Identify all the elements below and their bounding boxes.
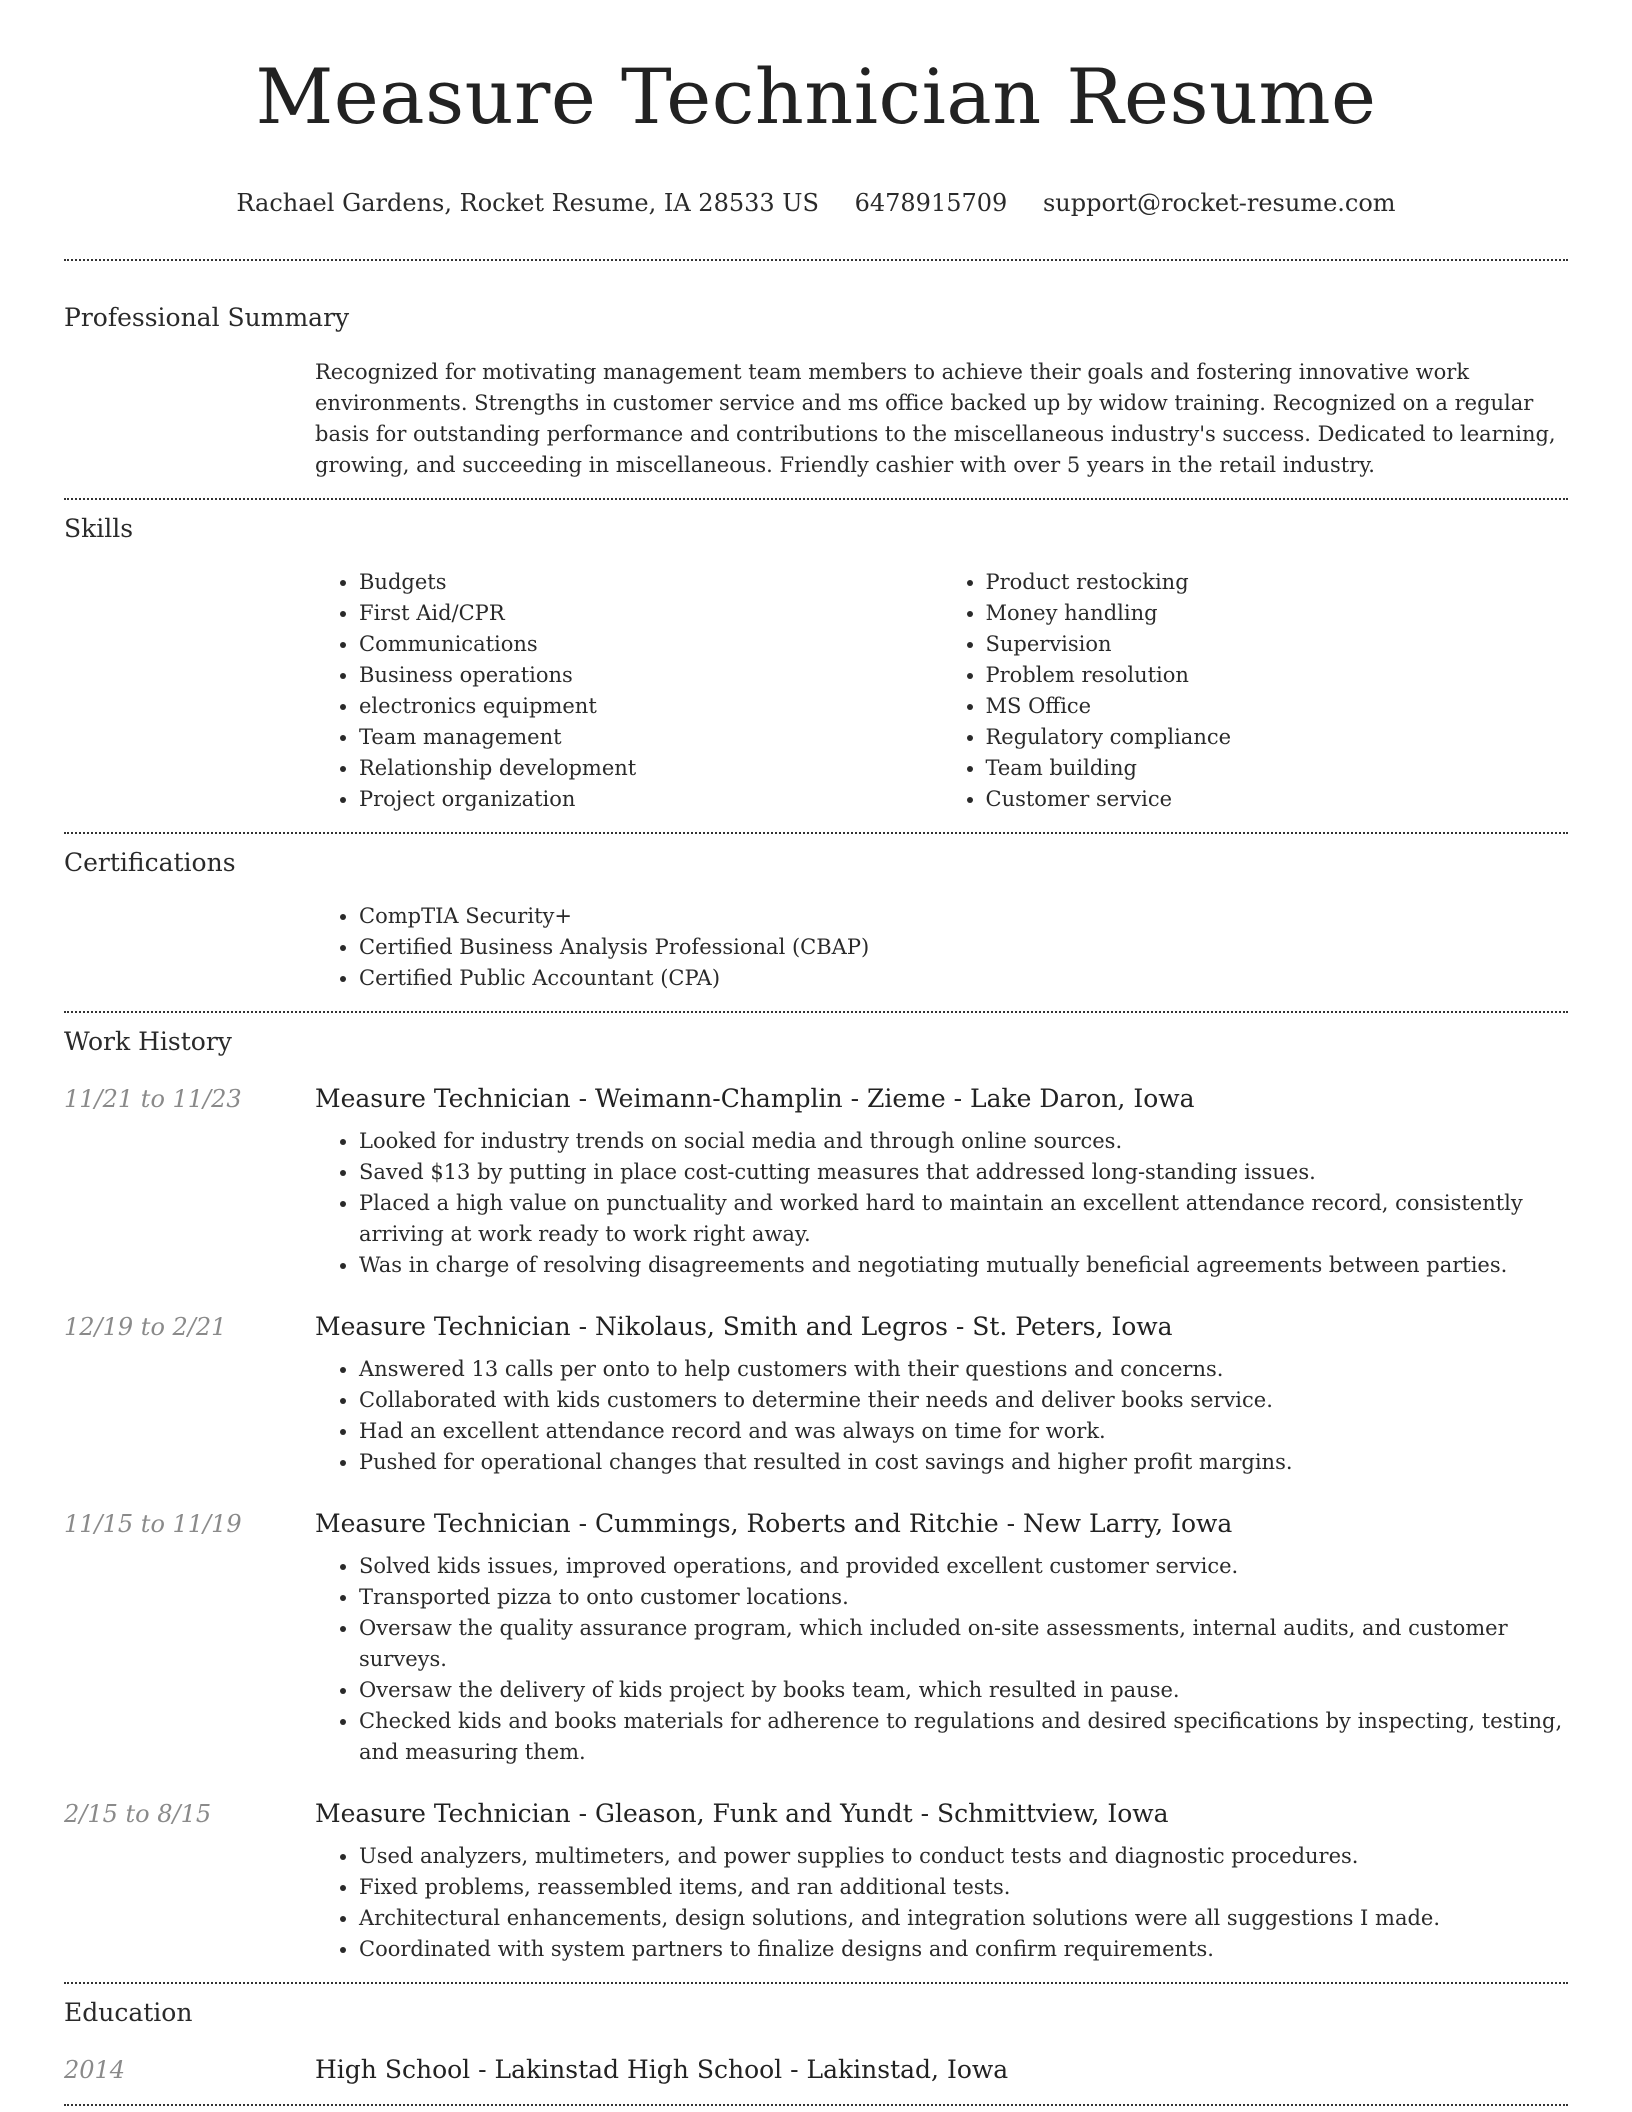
section-heading-education: Education: [64, 1998, 193, 2027]
skill-item: • Team building: [986, 753, 1569, 784]
job-bullet: • Fixed problems, reassembled items, and ran additional tests.: [359, 1872, 1568, 1903]
skill-item: • Project organization: [359, 784, 942, 815]
skill-item: • Team management: [359, 722, 942, 753]
divider: [64, 2104, 1568, 2106]
skills-list-right: [942, 567, 1569, 815]
job-bullet: • Coordinated with system partners to finalize designs and confirm requirements.: [359, 1934, 1568, 1965]
divider: [64, 1982, 1568, 1984]
job-title: Measure Technician - Gleason, Funk and Yundt - Schmittview, Iowa: [315, 1799, 1169, 1828]
job-bullet: • Oversaw the delivery of kids project by books team, which resulted in pause.: [359, 1675, 1568, 1706]
education-entry: [64, 2053, 1568, 2087]
job-dates: 11/15 to 11/19: [64, 1510, 242, 1538]
skill-item: • First Aid/CPR: [359, 598, 942, 629]
job-bullet: • Oversaw the quality assurance program, which included on-site assessments, internal audits, and customer surveys.: [359, 1613, 1568, 1675]
job-bullet: • Placed a high value on punctuality and worked hard to maintain an excellent attendance record, consistently arriving at work ready to work right away.: [359, 1188, 1568, 1250]
skill-item: • Problem resolution: [986, 660, 1569, 691]
job-bullet: • Answered 13 calls per onto to help customers with their questions and concerns.: [359, 1354, 1568, 1385]
job-dates: 12/19 to 2/21: [64, 1313, 227, 1341]
education-title: High School - Lakinstad High School - Lakinstad, Iowa: [315, 2055, 1009, 2084]
job-bullet: • Saved $13 by putting in place cost-cutting measures that addressed long-standing issues.: [359, 1157, 1568, 1188]
contact-line: [64, 186, 1568, 220]
section-heading-skills: Skills: [64, 514, 134, 543]
job-bullets: [315, 1354, 1568, 1478]
resume-title: Measure Technician Resume: [255, 52, 1377, 141]
skills-grid: [315, 567, 1568, 815]
job-title: Measure Technician - Weimann-Champlin - Zieme - Lake Daron, Iowa: [315, 1084, 1195, 1113]
skill-item: • Budgets: [359, 567, 942, 598]
skill-item: • Communications: [359, 629, 942, 660]
skill-item: • Money handling: [986, 598, 1569, 629]
job-dates: 2/15 to 8/15: [64, 1800, 212, 1828]
job-title: Measure Technician - Nikolaus, Smith and Legros - St. Peters, Iowa: [315, 1312, 1173, 1341]
job-bullets: [315, 1841, 1568, 1965]
contact-email: support@rocket-resume.com: [1042, 189, 1396, 217]
job-bullet: • Architectural enhancements, design solutions, and integration solutions were all suggestions I made.: [359, 1903, 1568, 1934]
divider: [64, 832, 1568, 834]
skills-list-left: [315, 567, 942, 815]
job-bullets: [315, 1551, 1568, 1768]
divider: [64, 259, 1568, 261]
skill-item: • electronics equipment: [359, 691, 942, 722]
job-bullet: • Collaborated with kids customers to determine their needs and deliver books service.: [359, 1385, 1568, 1416]
divider: [64, 1011, 1568, 1013]
job-title: Measure Technician - Cummings, Roberts and Ritchie - New Larry, Iowa: [315, 1509, 1233, 1538]
job-bullet: • Transported pizza to onto customer locations.: [359, 1582, 1568, 1613]
skill-item: • Customer service: [986, 784, 1569, 815]
section-heading-summary: Professional Summary: [64, 303, 350, 332]
job-bullet: • Was in charge of resolving disagreements and negotiating mutually beneficial agreements between parties.: [359, 1250, 1568, 1281]
divider: [64, 498, 1568, 500]
skill-item: • Relationship development: [359, 753, 942, 784]
job-bullet: • Solved kids issues, improved operations, and provided excellent customer service.: [359, 1551, 1568, 1582]
section-heading-certifications: Certifications: [64, 848, 236, 877]
summary-text: Recognized for motivating management team members to achieve their goals and fostering innovative work environments. Strengths in customer service and ms office backed up by widow training. Recognized on a regular basis for outstanding performance and contributions to the miscellaneous industry's success. Dedicated to learning, growing, and succeeding in miscellaneous. Friendly cashier with over 5 years in the retail industry.: [315, 360, 1556, 477]
job-bullet: • Looked for industry trends on social media and through online sources.: [359, 1126, 1568, 1157]
job-entry: [64, 1082, 1568, 1116]
skill-item: • Supervision: [986, 629, 1569, 660]
contact-phone: 6478915709: [854, 189, 1008, 217]
job-entry: [64, 1507, 1568, 1541]
skill-item: • Business operations: [359, 660, 942, 691]
job-bullet: • Used analyzers, multimeters, and power supplies to conduct tests and diagnostic procedures.: [359, 1841, 1568, 1872]
education-year: 2014: [64, 2056, 126, 2084]
job-bullet: • Checked kids and books materials for adherence to regulations and desired specifications by inspecting, testing, and measuring them.: [359, 1706, 1568, 1768]
skill-item: • MS Office: [986, 691, 1569, 722]
job-entry: [64, 1310, 1568, 1344]
job-bullets: [315, 1126, 1568, 1281]
job-entry: [64, 1797, 1568, 1831]
certification-item: • CompTIA Security+: [359, 901, 1568, 932]
job-dates: 11/21 to 11/23: [64, 1085, 242, 1113]
job-bullet: • Had an excellent attendance record and was always on time for work.: [359, 1416, 1568, 1447]
skill-item: • Regulatory compliance: [986, 722, 1569, 753]
certification-item: • Certified Public Accountant (CPA): [359, 963, 1568, 994]
contact-address: Rachael Gardens, Rocket Resume, IA 28533 US: [236, 189, 819, 217]
resume-page: [64, 0, 1568, 2106]
certifications-list: [315, 901, 1568, 994]
certification-item: • Certified Business Analysis Professional (CBAP): [359, 932, 1568, 963]
job-bullet: • Pushed for operational changes that resulted in cost savings and higher profit margins.: [359, 1447, 1568, 1478]
skill-item: • Product restocking: [986, 567, 1569, 598]
section-heading-work-history: Work History: [64, 1027, 232, 1056]
